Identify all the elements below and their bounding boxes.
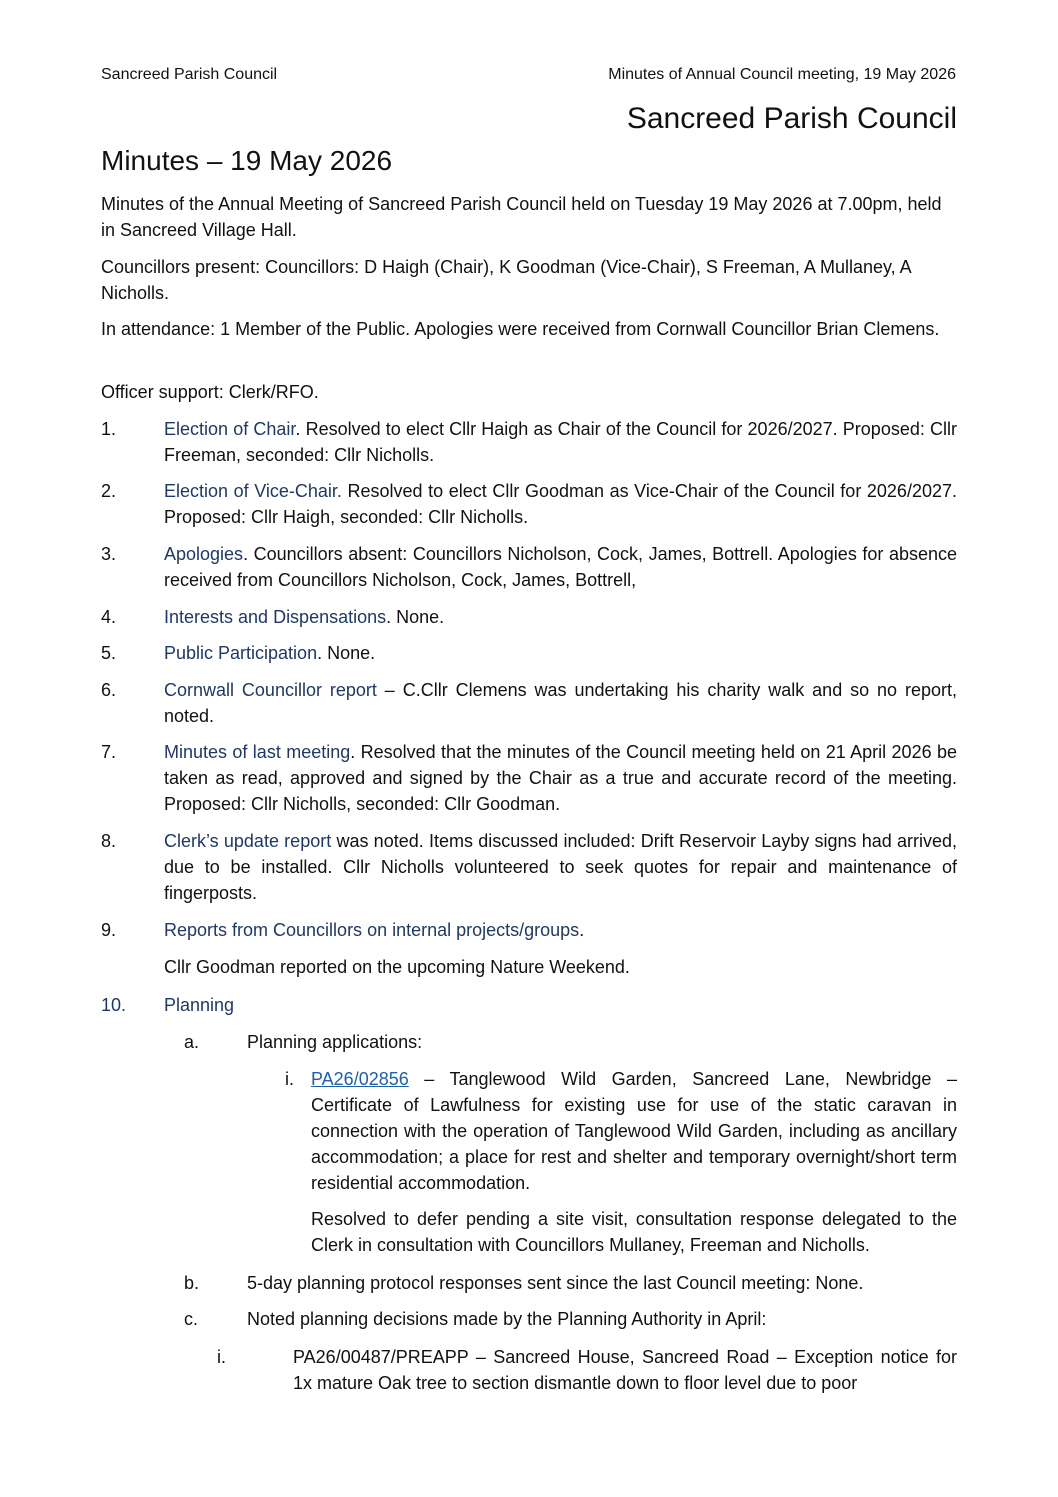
item-text: Resolved to elect Cllr Goodman as Vice-Chair of the Council for 2026/2027. Proposed: Cllr Haigh, seconded: Cllr Nicholls. [164,481,957,527]
item-heading: Cornwall Councillor report [164,680,377,700]
item-text: . Resolved to elect Cllr Haigh as Chair of the Council for 2026/2027. Proposed: Cllr Freeman, seconded: Cllr Nicholls. [164,419,957,465]
agenda-item-2 [101,478,957,530]
planning-a-i [285,1066,957,1258]
item-number: 3. [101,544,117,564]
agenda-item-6 [101,677,957,729]
planning-b [184,1270,957,1296]
planning-b-label: b. [184,1273,200,1293]
agenda-item-10 [101,992,957,1018]
planning-c-i [217,1344,957,1396]
intro-meeting: Minutes of the Annual Meeting of Sancreed Parish Council held on Tuesday 19 May 2026 at 7.00pm, held in Sancreed Village Hall. [101,194,942,240]
page-title: Minutes – 19 May 2026 [101,145,393,176]
planning-c-label: c. [184,1309,199,1329]
application-text: – Tanglewood Wild Garden, Sancreed Lane, Newbridge – Certificate of Lawfulness for existing use for use of the static caravan in connection with the operation of Tanglewood Wild Garden, including as ancillary accommodation; a place for rest and shelter and temporary overnight/short term residential accommodation. [311,1069,957,1193]
item-number: 2. [101,481,117,501]
item-number: 5. [101,643,117,663]
item-number: 7. [101,742,117,762]
intro-attendance: In attendance: 1 Member of the Public. Apologies were received from Cornwall Councillor Brian Clemens. [101,319,940,339]
planning-c-i-label: i. [217,1347,226,1367]
item-heading: Apologies [164,544,244,564]
item-text: . None. [317,643,376,663]
item-number: 9. [101,920,117,940]
item-heading: Interests and Dispensations [164,607,387,627]
application-link[interactable]: PA26/02856 [311,1069,409,1089]
item-heading: Planning [164,995,235,1015]
agenda-item-5 [101,640,957,666]
item-text: . Councillors absent: Councillors Nicholson, Cock, James, Bottrell. Apologies for absence received from Councillors Nicholson, Cock, James, Bottrell, [164,544,957,590]
item-extra: Cllr Goodman reported on the upcoming Nature Weekend. [164,957,630,977]
planning-a-i-label: i. [285,1069,294,1089]
item-text: was noted. Items discussed included: Drift Reservoir Layby signs had arrived, due to be installed. Cllr Nicholls volunteered to seek quotes for repair and maintenance of fingerposts. [164,831,957,903]
item-text: – C.Cllr Clemens was undertaking his charity walk and so no report, noted. [164,680,957,726]
item-text: . None. [386,607,445,627]
agenda-item-7 [101,739,957,817]
item-heading: Election of Vice-Chair. [164,481,342,501]
item-number: 10. [101,995,127,1015]
intro-councillors: Councillors present: Councillors: D Haigh (Chair), K Goodman (Vice-Chair), S Freeman, A Mullaney, A Nicholls. [101,257,911,303]
decision-text: PA26/00487/PREAPP – Sancreed House, Sancreed Road – Exception notice for 1x mature Oak tree to section dismantle down to floor level due to poor [293,1347,957,1393]
item-number: 1. [101,419,117,439]
agenda-item-4 [101,604,957,630]
item-number: 4. [101,607,117,627]
item-text: . [579,920,585,940]
planning-c-text: Noted planning decisions made by the Planning Authority in April: [247,1309,767,1329]
item-heading: Clerk’s update report [164,831,332,851]
header-left: Sancreed Parish Council [101,66,278,83]
planning-b-text: 5-day planning protocol responses sent since the last Council meeting: None. [247,1273,864,1293]
agenda-item-8 [101,828,957,906]
header-right: Minutes of Annual Council meeting, 19 May 2026 [608,66,956,83]
council-title: Sancreed Parish Council [626,102,957,135]
planning-a-label: a. [184,1032,200,1052]
item-heading: Minutes of last meeting [164,742,351,762]
item-number: 6. [101,680,117,700]
planning-a [184,1029,957,1055]
planning-c [184,1306,957,1332]
intro-officer: Officer support: Clerk/RFO. [101,382,319,402]
item-heading: Reports from Councillors on internal projects/groups [164,920,580,940]
item-text: . Resolved that the minutes of the Council meeting held on 21 April 2026 be taken as read, approved and signed by the Chair as a true and accurate record of the meeting. Proposed: Cllr Nicholls, seconded: Cllr Goodman. [164,742,957,814]
item-heading: Election of Chair [164,419,296,439]
planning-a-text: Planning applications: [247,1032,423,1052]
item-number: 8. [101,831,117,851]
agenda-item-1 [101,416,957,468]
application-resolution: Resolved to defer pending a site visit, consultation response delegated to the Clerk in consultation with Councillors Mullaney, Freeman and Nicholls. [311,1209,957,1255]
agenda-item-3 [101,541,957,593]
item-heading: Public Participation [164,643,318,663]
agenda-item-9 [101,917,957,980]
